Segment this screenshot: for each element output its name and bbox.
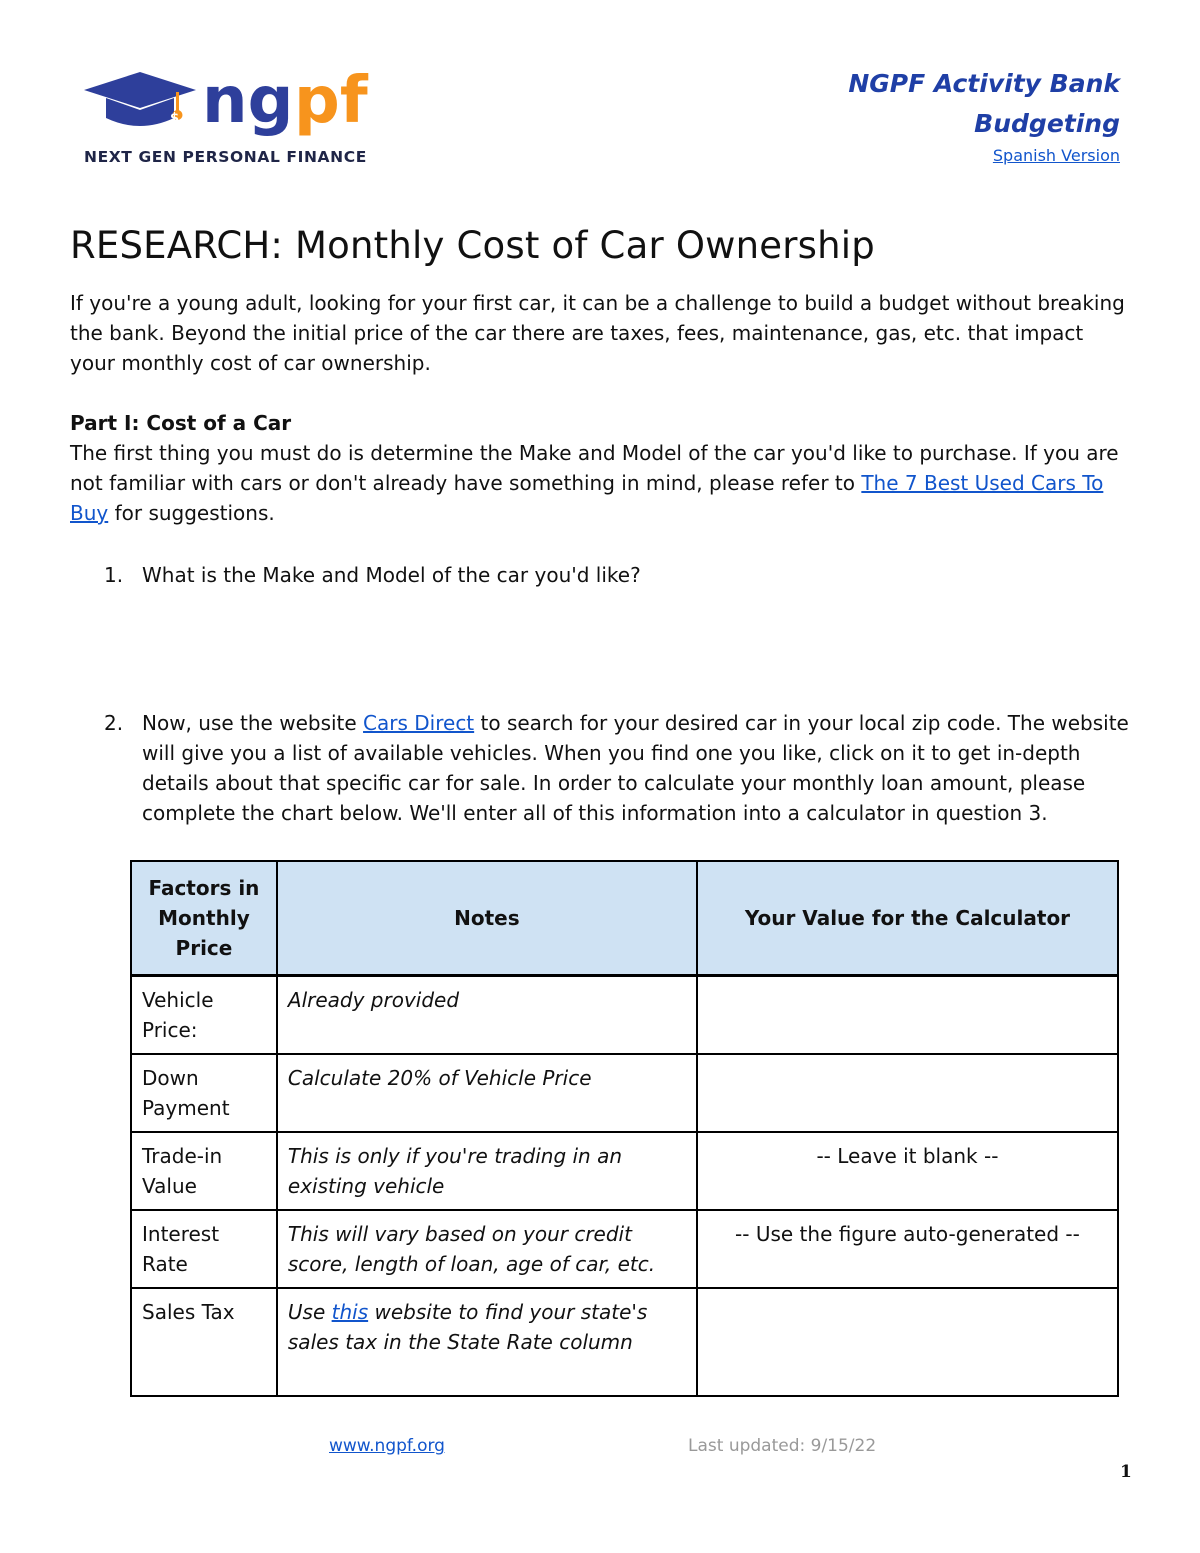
svg-text:pf: pf [294,64,368,138]
note-cell [277,1288,697,1396]
value-cell[interactable]: -- Leave it blank -- [697,1132,1118,1210]
sales-tax-link[interactable]: this [331,1300,369,1324]
column-header-factors: Factors in Monthly Price [131,861,277,976]
factor-cell: Interest Rate [131,1210,277,1288]
intro-paragraph: If you're a young adult, looking for your first car, it can be a challenge to build a budget without breaking the bank. Beyond the initial price of the car there are taxes, fees, maintenance, gas, etc. that impact your monthly cost of car ownership. [70,291,1125,375]
spanish-version-link[interactable]: Spanish Version [992,146,1120,165]
calculator-table [130,860,1119,1397]
factor-cell: Sales Tax [131,1288,277,1396]
question-2-number: 2. [104,711,124,735]
value-cell[interactable] [697,976,1118,1055]
header-right [848,64,1120,168]
value-cell[interactable] [697,1054,1118,1132]
question-2-text [142,708,1130,828]
note-cell: This is only if you're trading in an existing vehicle [277,1132,697,1210]
logo-wordmark: ng [202,64,294,138]
part1-paragraph [70,438,1130,528]
best-used-cars-link[interactable]: The 7 Best Used Cars To Buy [70,471,1104,525]
value-cell[interactable]: -- Use the figure auto-generated -- [697,1210,1118,1288]
table-row [131,976,1118,1055]
question-2-after: to search for your desired car in your local zip code. The website will give you a list of available vehicles. When you find one you like, click on it to get in-depth details about that specific car for sale. In order to calculate your monthly loan amount, please complete the chart below. We'll enter all of this information into a calculator in question 3. [142,711,1129,825]
factor-cell: Down Payment [131,1054,277,1132]
part1-heading: Part I: Cost of a Car [70,411,292,435]
main-content [70,220,1130,528]
sales-tax-note-after: website to find your state's sales tax in the State Rate column [287,1300,648,1354]
logo-caption: NEXT GEN PERSONAL FINANCE [84,148,367,166]
question-2-before: Now, use the website [142,711,364,735]
note-cell: Calculate 20% of Vehicle Price [277,1054,697,1132]
topic-label: Budgeting [974,109,1120,138]
page-number: 1 [1120,1462,1132,1482]
part1-text-before: The first thing you must do is determine the Make and Model of the car you'd like to purchase. If you are not familiar with cars or don't already have something in mind, please refer to [70,441,1119,495]
table-row [131,1288,1118,1396]
factor-cell: Vehicle Price: [131,976,277,1055]
table-row [131,1054,1118,1132]
factor-cell: Trade-in Value [131,1132,277,1210]
note-cell: This will vary based on your credit score, length of loan, age of car, etc. [277,1210,697,1288]
value-cell[interactable] [697,1288,1118,1396]
question-2 [70,708,1130,828]
table-header-row [131,861,1118,976]
column-header-value: Your Value for the Calculator [697,861,1118,976]
table-row [131,1210,1118,1288]
sales-tax-note-before: Use [287,1300,332,1324]
graduation-cap-icon [82,62,382,142]
ngpf-website-link[interactable]: www.ngpf.org [329,1436,445,1456]
ngpf-logo [82,62,382,172]
activity-bank-label: NGPF Activity Bank [848,69,1120,98]
question-1 [70,560,1130,590]
cars-direct-link[interactable]: Cars Direct [363,711,475,735]
page-title: RESEARCH: Monthly Cost of Car Ownership [70,224,875,267]
column-header-notes: Notes [277,861,697,976]
part1-text-after: for suggestions. [108,501,275,525]
question-1-number: 1. [104,563,124,587]
table-row [131,1132,1118,1210]
note-cell: Already provided [277,976,697,1055]
last-updated-text: Last updated: 9/15/22 [688,1436,877,1456]
question-1-text: What is the Make and Model of the car you'd like? [142,563,641,587]
svg-text:$: $ [170,111,180,126]
